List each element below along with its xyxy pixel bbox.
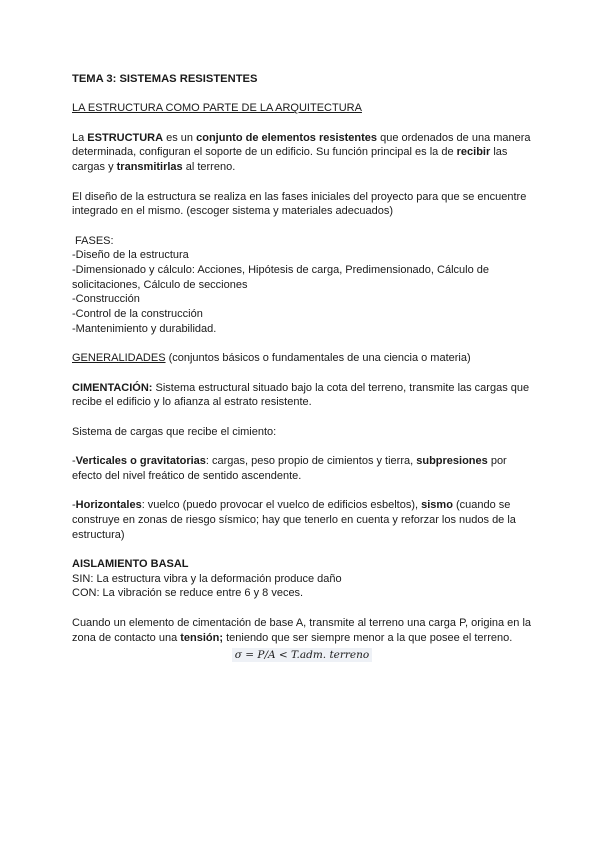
text-span: (cuando se construye en zonas de riesgo sísmico; hay que tenerlo en cuenta y reforzar los nudos de la estructura): [72, 499, 516, 541]
text-span: -: [72, 499, 76, 512]
verticales-paragraph: [72, 454, 532, 483]
text-span: : cargas, peso propio de cimientos y tierra,: [205, 455, 417, 468]
list-item: -Diseño de la estructura: [72, 249, 189, 262]
generalidades-paragraph: [72, 351, 532, 366]
text-span: : vuelco (puedo provocar el vuelco de edificios esbeltos),: [141, 499, 422, 512]
text-span: las cargas y: [72, 146, 508, 174]
list-item: -Mantenimiento y durabilidad.: [72, 322, 217, 335]
generalidades-label: GENERALIDADES: [72, 352, 166, 365]
aislamiento-sin: SIN: La estructura vibra y la deformación produce daño: [72, 572, 342, 585]
bold-term: subpresiones: [416, 455, 488, 468]
cimentacion-paragraph: [72, 381, 532, 410]
text-span: al terreno.: [182, 161, 236, 174]
formula: [72, 648, 532, 663]
text-span: por efecto del nivel freático de sentido ascendente.: [72, 455, 507, 482]
list-item: -Dimensionado y cálculo: Acciones, Hipótesis de carga, Predimensionado, Cálculo de solicitaciones, Cálculo de secciones: [72, 264, 490, 291]
text-span: teniendo que ser siempre menor a la que posee el terreno.: [223, 631, 513, 644]
bold-term: Horizontales: [75, 499, 142, 512]
fases-heading: FASES:: [72, 234, 114, 247]
formula-text: σ = P/A < T.adm. terreno: [232, 648, 372, 662]
text-span: Sistema estructural situado bajo la cota del terreno, transmite las cargas que recibe el edificio y lo afianza al estrato resistente.: [72, 381, 530, 409]
bold-term: CIMENTACIÓN:: [72, 381, 153, 394]
bold-term: Verticales o gravitatorias: [75, 455, 206, 468]
bold-term: ESTRUCTURA: [87, 131, 164, 144]
bold-term: tensión;: [180, 631, 224, 644]
estructura-paragraph: [72, 131, 532, 175]
list-item: -Control de la construcción: [72, 308, 203, 321]
text-span: La: [72, 131, 88, 144]
list-item: -Construcción: [72, 293, 140, 306]
text-span: Cuando un elemento de cimentación de base A, transmite al terreno una carga P, origina en la zona de contacto una: [72, 616, 532, 644]
text-span: es un: [163, 131, 197, 144]
page-title: TEMA 3: SISTEMAS RESISTENTES: [72, 73, 258, 85]
horizontales-paragraph: [72, 498, 532, 542]
bold-term: recibir: [456, 146, 491, 159]
section-heading: LA ESTRUCTURA COMO PARTE DE LA ARQUITECTURA: [72, 102, 362, 115]
diseno-paragraph: El diseño de la estructura se realiza en las fases iniciales del proyecto para que se encuentre integrado en el mismo. (escoger sistema y materiales adecuados): [72, 190, 527, 218]
sistema-cargas-text: Sistema de cargas que recibe el cimiento:: [72, 425, 277, 438]
aislamiento-con: CON: La vibración se reduce entre 6 y 8 veces.: [72, 587, 304, 600]
bold-term: transmitirlas: [116, 161, 183, 174]
text-span: (conjuntos básicos o fundamentales de una ciencia o materia): [165, 352, 471, 365]
cimentacion-base-paragraph: [72, 616, 532, 645]
aislamiento-heading: AISLAMIENTO BASAL: [72, 558, 189, 571]
bold-term: conjunto de elementos resistentes: [196, 131, 378, 144]
bold-term: sismo: [421, 499, 453, 512]
text-span: que ordenados de una manera determinada, configuran el soporte de un edificio. Su función principal es la de: [72, 131, 531, 159]
text-span: -: [72, 455, 76, 468]
document-page: [72, 72, 532, 663]
